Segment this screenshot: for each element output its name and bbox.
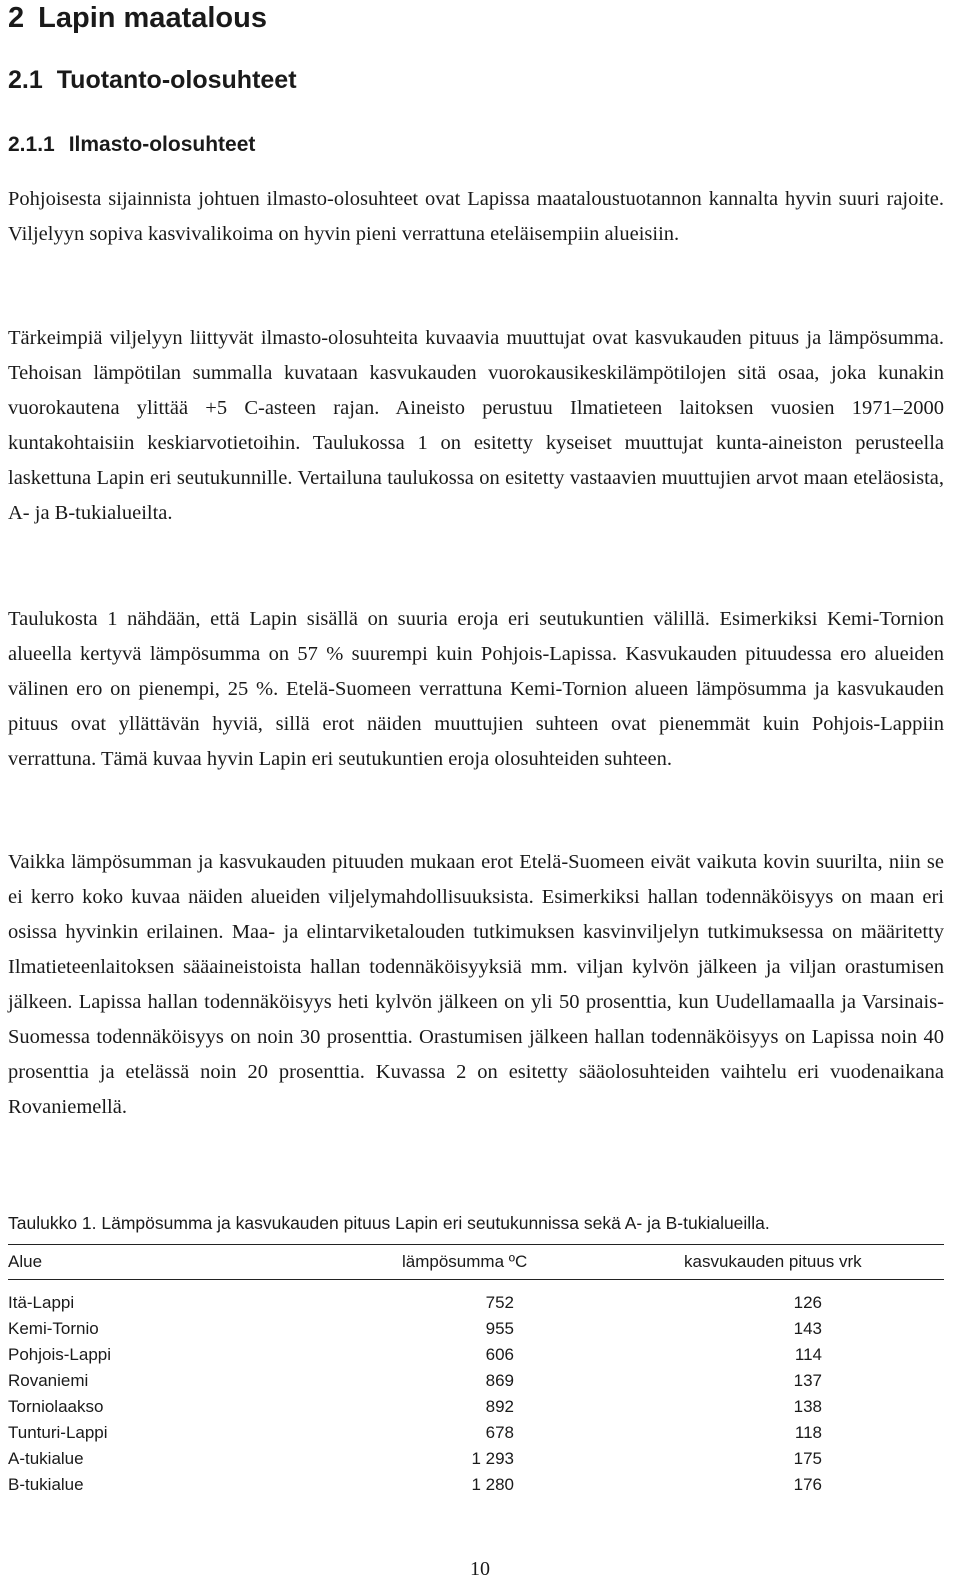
data-table bbox=[8, 1244, 944, 1498]
table-row bbox=[8, 1472, 944, 1498]
subsection-title: Ilmasto-olosuhteet bbox=[68, 133, 256, 156]
cell-area: Torniolaakso bbox=[8, 1397, 104, 1416]
cell-temperature-sum: 955 bbox=[485, 1319, 514, 1338]
cell-temperature-sum: 1 293 bbox=[471, 1449, 514, 1468]
paragraph: Vaikka lämpösumman ja kasvukauden pituuden mukaan erot Etelä-Suomeen eivät vaikuta kovin suurilta, niin se ei kerro koko kuvaa näiden alueiden viljelymahdollisuuksista. Esimerkiksi hallan todennäköisyys on maan eri osissa hyvinkin erilainen. Maa- ja elintarviketalouden tutkimuksen kasvinviljelyn tutkimuksessa on määritetty Ilmatieteenlaitoksen sääaineistoista hallan todennäköisyyksiä mm. viljan kylvön jälkeen ja viljan orastumisen jälkeen. Lapissa hallan todennäköisyys heti kylvön jälkeen on yli 50 prosenttia, kun Uudellamaalla ja Varsinais-Suomessa todennäköisyys on noin 30 prosenttia. Orastumisen jälkeen hallan todennäköisyys on Lapissa noin 40 prosenttia ja etelässä noin 20 prosenttia. Kuvassa 2 on esitetty sääolosuhteiden vaihtelu eri vuodenaikana Rovaniemellä. bbox=[8, 851, 944, 1118]
section-title: Tuotanto-olosuhteet bbox=[56, 66, 297, 94]
table-row bbox=[8, 1342, 944, 1368]
chapter-heading bbox=[8, 0, 267, 36]
section-number: 2.1 bbox=[8, 66, 43, 94]
cell-season-length: 114 bbox=[794, 1345, 822, 1364]
cell-temperature-sum: 606 bbox=[485, 1345, 514, 1364]
cell-temperature-sum: 752 bbox=[485, 1293, 514, 1312]
column-header-area: Alue bbox=[8, 1245, 398, 1280]
page-number: 10 bbox=[470, 1558, 490, 1580]
cell-season-length: 138 bbox=[793, 1397, 822, 1416]
subsection-number: 2.1.1 bbox=[8, 133, 55, 156]
cell-area: Kemi-Tornio bbox=[8, 1319, 99, 1338]
cell-temperature-sum: 892 bbox=[485, 1397, 514, 1416]
cell-temperature-sum: 1 280 bbox=[471, 1475, 514, 1494]
table-row bbox=[8, 1420, 944, 1446]
table-header-row bbox=[8, 1245, 944, 1280]
cell-temperature-sum: 869 bbox=[485, 1371, 514, 1390]
chapter-title: Lapin maatalous bbox=[38, 2, 267, 34]
section-heading bbox=[8, 64, 297, 96]
cell-season-length: 175 bbox=[793, 1449, 822, 1468]
cell-season-length: 143 bbox=[793, 1319, 822, 1338]
paragraph: Tärkeimpiä viljelyyn liittyvät ilmasto-olosuhteita kuvaavia muuttujat ovat kasvukauden pituus ja lämpösumma. Tehoisan lämpötilan summalla kuvataan kasvukauden vuorokausikeskilämpötilojen sitä osaa, joka kunakin vuorokautena ylittää +5 C-asteen rajan. Aineisto perustuu Ilmatieteen laitoksen vuosien 1971–2000 kuntakohtaisiin keskiarvotietoihin. Taulukossa 1 on esitetty kyseiset muuttujat kunta-aineiston perusteella laskettuna Lapin eri seutukunnille. Vertailuna taulukossa on esitetty vastaavien muuttujien arvot maan eteläosista, A- ja B-tukialueilta. bbox=[8, 327, 944, 524]
column-header-season-length: kasvukauden pituus vrk bbox=[672, 1245, 944, 1280]
chapter-number: 2 bbox=[8, 2, 25, 34]
table-row bbox=[8, 1316, 944, 1342]
paragraph: Pohjoisesta sijainnista johtuen ilmasto-olosuhteet ovat Lapissa maataloustuotannon kannalta hyvin suuri rajoite. Viljelyyn sopiva kasvivalikoima on hyvin pieni verrattuna eteläisempiin alueisiin. bbox=[8, 188, 944, 245]
table-row bbox=[8, 1394, 944, 1420]
cell-area: Rovaniemi bbox=[8, 1371, 89, 1390]
cell-area: Tunturi-Lappi bbox=[8, 1423, 108, 1442]
subsection-heading bbox=[8, 131, 255, 159]
cell-area: B-tukialue bbox=[8, 1475, 84, 1494]
cell-area: Pohjois-Lappi bbox=[8, 1345, 112, 1364]
cell-season-length: 176 bbox=[793, 1475, 822, 1494]
column-header-temperature-sum: lämpösumma ºC bbox=[398, 1245, 672, 1280]
cell-season-length: 137 bbox=[793, 1371, 822, 1390]
table-row bbox=[8, 1368, 944, 1394]
cell-season-length: 118 bbox=[794, 1423, 822, 1442]
table-row bbox=[8, 1446, 944, 1472]
paragraph: Taulukosta 1 nähdään, että Lapin sisällä on suuria eroja eri seutukuntien välillä. Esimerkiksi Kemi-Tornion alueella kertyvä lämpösumma on 57 % suurempi kuin Pohjois-Lapissa. Kasvukauden pituudessa ero alueiden välinen ero on pienempi, 25 %. Etelä-Suomeen verrattuna Kemi-Tornion alueen lämpösumma ja kasvukauden pituus ovat yllättävän hyviä, sillä erot näiden muuttujien suhteen ovat pienemmät kuin Pohjois-Lappiin verrattuna. Tämä kuvaa hyvin Lapin eri seutukuntien eroja olosuhteiden suhteen. bbox=[8, 608, 944, 770]
cell-area: Itä-Lappi bbox=[8, 1293, 75, 1312]
cell-season-length: 126 bbox=[793, 1293, 822, 1312]
cell-area: A-tukialue bbox=[8, 1449, 84, 1468]
table-row bbox=[8, 1280, 944, 1317]
table-caption: Taulukko 1. Lämpösumma ja kasvukauden pituus Lapin eri seutukunnissa sekä A- ja B-tukialueilla. bbox=[8, 1213, 770, 1233]
cell-temperature-sum: 678 bbox=[485, 1423, 514, 1442]
